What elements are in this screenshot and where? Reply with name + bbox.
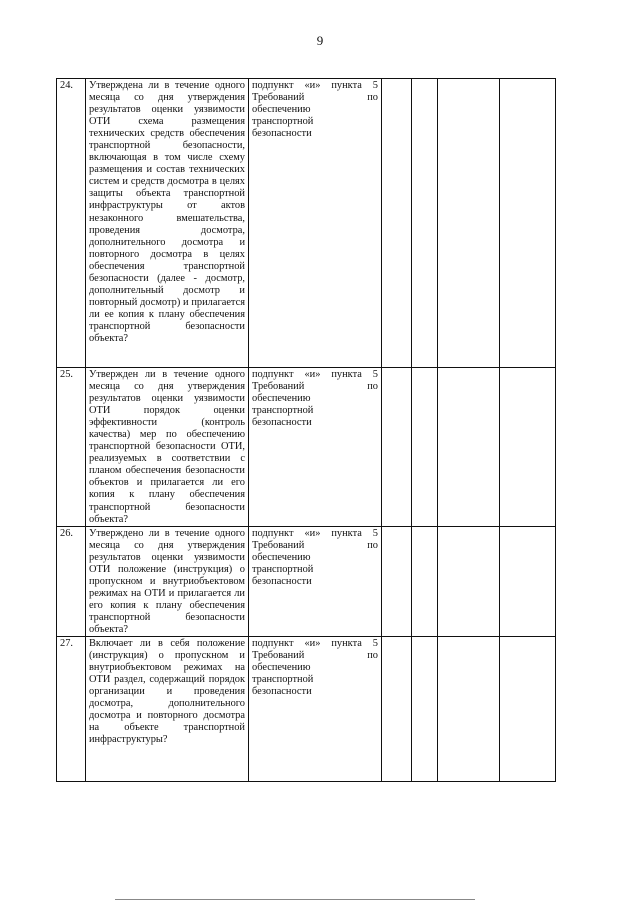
ref-line: транспортной — [252, 674, 314, 686]
empty-cell — [382, 79, 412, 368]
legal-reference — [249, 526, 382, 636]
empty-cell — [438, 368, 500, 527]
empty-cell — [438, 637, 500, 782]
empty-cell — [412, 79, 438, 368]
row-number: 25. — [57, 368, 86, 527]
ref-line: подпункт «и» пункта 5 — [252, 638, 378, 650]
empty-cell — [412, 637, 438, 782]
row-number: 26. — [57, 526, 86, 636]
ref-line: транспортной — [252, 116, 314, 128]
row-number: 27. — [57, 637, 86, 782]
ref-line: Требований по — [252, 92, 378, 104]
question-text: Утверждено ли в течение одного месяца со дня утверждения результатов оценки уязвимости ОТИ положение (инструкция) о пропускном и внутриобъектовом режимах на ОТИ и прилагается ли его копия к плану обеспечения транспортной безопасности объекта? — [89, 527, 245, 635]
empty-cell — [382, 526, 412, 636]
ref-line: Требований по — [252, 381, 378, 393]
empty-cell — [412, 526, 438, 636]
ref-line: обеспечению — [252, 393, 311, 405]
empty-cell — [382, 637, 412, 782]
legal-reference — [249, 637, 382, 782]
table-row — [57, 368, 556, 527]
ref-line: Требований по — [252, 650, 378, 662]
ref-line: подпункт «и» пункта 5 — [252, 80, 378, 91]
page-number: 9 — [316, 33, 324, 48]
ref-line: безопасности — [252, 686, 312, 698]
question-text: Утверждена ли в течение одного месяца со дня утверждения результатов оценки уязвимости ОТИ схема размещения технических средств обеспечения транспортной безопасности, включающая в том числе схему размещения и состав технических систем и средств досмотра в целях защиты объекта транспортной инфраструктуры от актов незаконного вмешательства, проведения досмотра, дополнительного досмотра и повторного досмотра в целях обеспечения транспортной безопасности (далее - досмотр, дополнительный досмотр и повторный досмотр) и прилагается ли ее копия к плану обеспечения транспортной безопасности объекта? — [89, 80, 245, 344]
ref-line: подпункт «и» пункта 5 — [252, 369, 378, 380]
checklist-table — [56, 78, 556, 782]
empty-cell — [500, 526, 556, 636]
ref-line: подпункт «и» пункта 5 — [252, 527, 378, 539]
legal-reference — [249, 368, 382, 527]
empty-cell — [438, 526, 500, 636]
question-text: Включает ли в себя положение (инструкция) о пропускном и внутриобъектовом режимах на ОТИ раздел, содержащий порядок организации и проведения досмотра, дополнительного досмотра и повторного досмотра на объекте транспортной инфраструктуры? — [89, 638, 245, 746]
empty-cell — [412, 368, 438, 527]
table-row — [57, 79, 556, 368]
ref-line: транспортной — [252, 405, 314, 417]
ref-line: обеспечению — [252, 551, 311, 563]
ref-line: обеспечению — [252, 662, 311, 674]
table-row — [57, 526, 556, 636]
ref-line: безопасности — [252, 417, 312, 429]
ref-line: Требований по — [252, 539, 378, 551]
empty-cell — [438, 79, 500, 368]
scan-edge-line — [115, 899, 475, 900]
ref-line: транспортной — [252, 563, 314, 575]
ref-line: безопасности — [252, 128, 312, 140]
ref-line: безопасности — [252, 575, 312, 587]
legal-reference — [249, 79, 382, 368]
question-text: Утвержден ли в течение одного месяца со дня утверждения результатов оценки уязвимости ОТИ порядок оценки эффективности (контроль качества) мер по обеспечению транспортной безопасности ОТИ, реализуемых в соответствии с планом обеспечения безопасности объектов и прилагается ли его копия к плану обеспечения транспортной безопасности объекта? — [89, 369, 245, 525]
ref-line: обеспечению — [252, 104, 311, 116]
empty-cell — [382, 368, 412, 527]
row-number: 24. — [57, 79, 86, 368]
empty-cell — [500, 368, 556, 527]
empty-cell — [500, 79, 556, 368]
empty-cell — [500, 637, 556, 782]
table-row — [57, 637, 556, 782]
